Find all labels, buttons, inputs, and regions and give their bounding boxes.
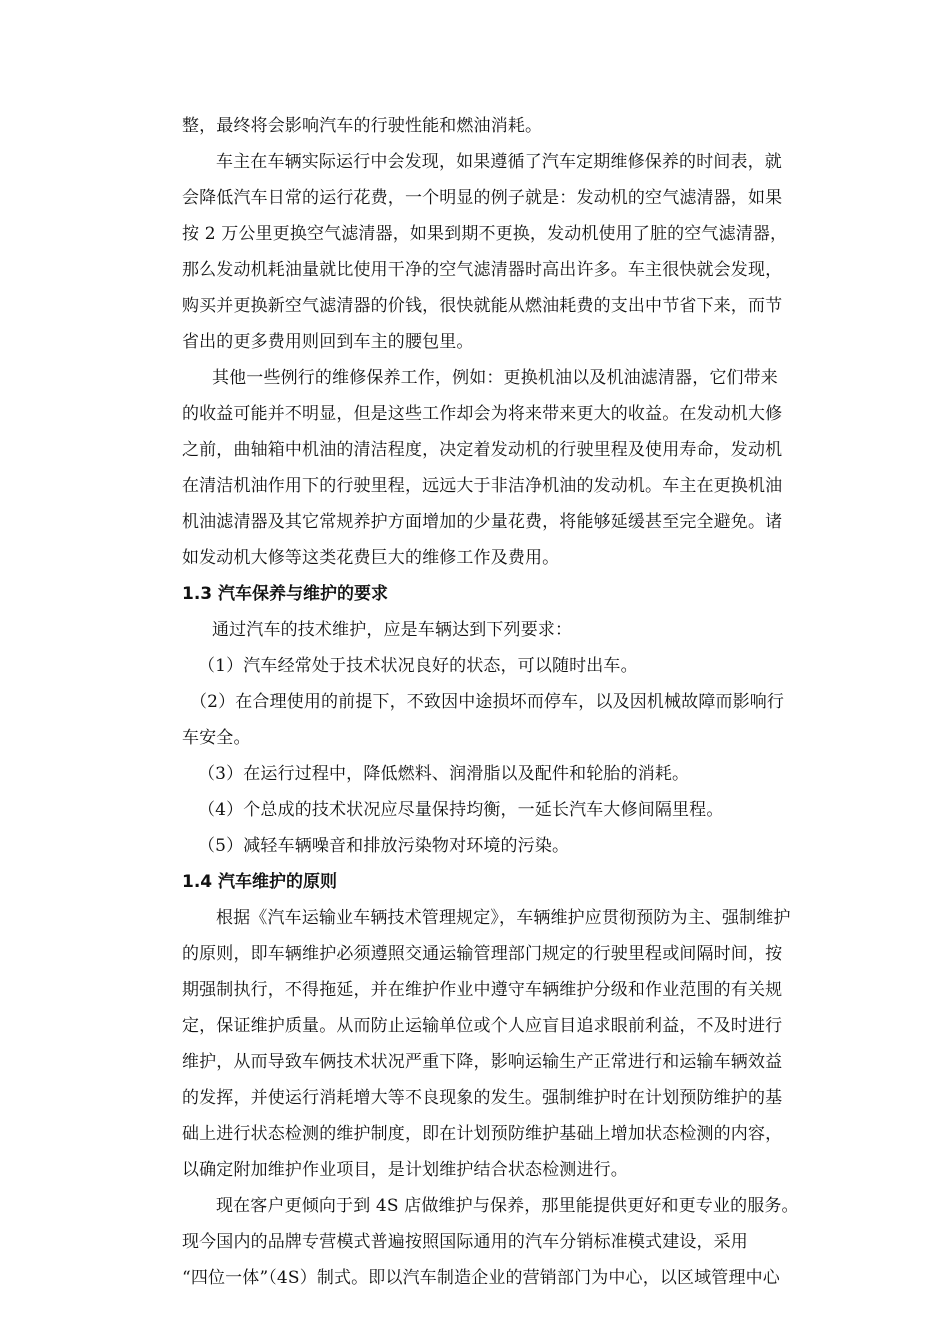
list-item: （2）在合理使用的前提下，不致因中途损坏而停车，以及因机械故障而影响行 [190, 692, 785, 712]
paragraph-line: 那么发动机耗油量就比使用干净的空气滤清器时高出许多。车主很快就会发现， [182, 260, 783, 280]
paragraph-line: 维护，从而导致车俩技术状况严重下降，影响运输生产正常进行和运输车辆效益 [182, 1052, 783, 1072]
section-heading: 1.4 汽车维护的原则 [182, 872, 338, 892]
paragraph-line: 如发动机大修等这类花费巨大的维修工作及费用。 [182, 548, 560, 568]
paragraph-line: 定，保证维护质量。从而防止运输单位或个人应盲目追求眼前利益，不及时进行 [182, 1016, 783, 1036]
paragraph-line: “四位一体”（4S）制式。即以汽车制造企业的营销部门为中心，以区域管理中心 [182, 1268, 780, 1288]
list-item: （1）汽车经常处于技术状况良好的状态，可以随时出车。 [198, 656, 638, 676]
list-item: （4）个总成的技术状况应尽量保持均衡，一延长汽车大修间隔里程。 [198, 800, 724, 820]
paragraph-line: 省出的更多费用则回到车主的腰包里。 [182, 332, 474, 352]
paragraph-line: 现在客户更倾向于到 4S 店做维护与保养，那里能提供更好和更专业的服务。 [216, 1196, 799, 1216]
paragraph-line: 在清洁机油作用下的行驶里程，远远大于非洁净机油的发动机。车主在更换机油 [182, 476, 783, 496]
paragraph-line: 机油滤清器及其它常规养护方面增加的少量花费，将能够延缓甚至完全避免。诸 [182, 512, 783, 532]
paragraph-line: 的发挥，并使运行消耗增大等不良现象的发生。强制维护时在计划预防维护的基 [182, 1088, 783, 1108]
paragraph-line: 按 2 万公里更换空气滤清器，如果到期不更换，发动机使用了脏的空气滤清器， [182, 224, 788, 244]
paragraph-line: 以确定附加维护作业项目，是计划维护结合状态检测进行。 [182, 1160, 628, 1180]
paragraph-line: 通过汽车的技术维护，应是车辆达到下列要求： [212, 620, 573, 640]
paragraph-line: 期强制执行，不得拖延，并在维护作业中遵守车辆维护分级和作业范围的有关规 [182, 980, 783, 1000]
paragraph-line: 整，最终将会影响汽车的行驶性能和燃油消耗。 [182, 116, 543, 136]
list-item: （5）减轻车辆噪音和排放污染物对环境的污染。 [198, 836, 570, 856]
paragraph-line: 会降低汽车日常的运行花费，一个明显的例子就是：发动机的空气滤清器，如果 [182, 188, 783, 208]
paragraph-line: 现今国内的品牌专营模式普遍按照国际通用的汽车分销标准模式建设，采用 [182, 1232, 748, 1252]
paragraph-line: 的收益可能并不明显，但是这些工作却会为将来带来更大的收益。在发动机大修 [182, 404, 783, 424]
paragraph-line: 其他一些例行的维修保养工作，例如：更换机油以及机油滤清器，它们带来 [212, 368, 778, 388]
paragraph-line: 根据《汽车运输业车辆技术管理规定》，车辆维护应贯彻预防为主、强制维护 [216, 908, 791, 928]
section-heading: 1.3 汽车保养与维护的要求 [182, 584, 389, 604]
paragraph-line: 购买并更换新空气滤清器的价钱，很快就能从燃油耗费的支出中节省下来，而节 [182, 296, 783, 316]
list-item-continuation: 车安全。 [182, 728, 251, 748]
paragraph-line: 础上进行状态检测的维护制度，即在计划预防维护基础上增加状态检测的内容， [182, 1124, 783, 1144]
paragraph-line: 车主在车辆实际运行中会发现，如果遵循了汽车定期维修保养的时间表，就 [216, 152, 782, 172]
paragraph-line: 之前，曲轴箱中机油的清洁程度，决定着发动机的行驶里程及使用寿命，发动机 [182, 440, 783, 460]
list-item: （3）在运行过程中，降低燃料、润滑脂以及配件和轮胎的消耗。 [198, 764, 690, 784]
paragraph-line: 的原则，即车辆维护必须遵照交通运输管理部门规定的行驶里程或间隔时间，按 [182, 944, 783, 964]
